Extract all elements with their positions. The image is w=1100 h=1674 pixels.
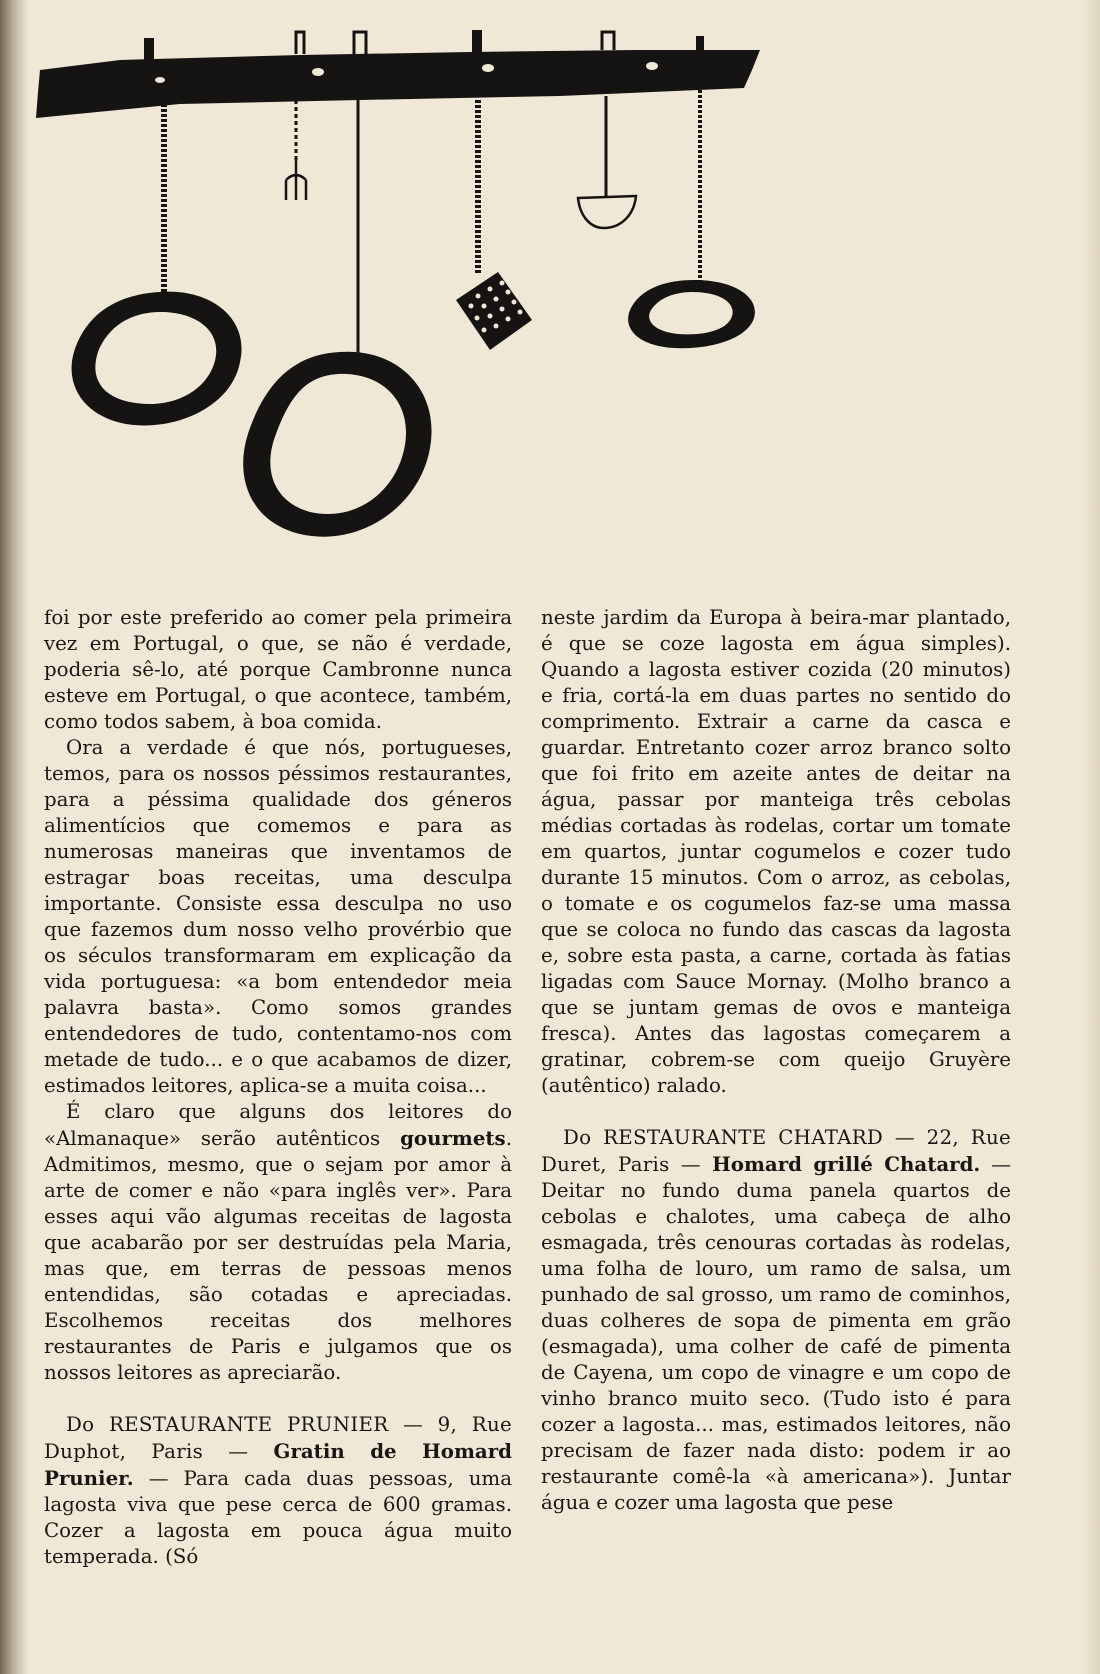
recipe-chatard [541,1125,1011,1516]
left-paragraph-3-start: É claro que alguns dos leitores do «Almanaque» serão autênticos [44,1100,512,1150]
recipe-prunier [44,1412,512,1570]
recipe-prunier-text: — Para cada duas pessoas, uma lagosta viva que pese cerca de 600 gramas. Cozer a lagosta em pouca água muito temperada. (Só [44,1467,512,1568]
recipe-chatard-source: Do RESTAURANTE CHATARD — 22, Rue Duret, Paris — [541,1126,1011,1176]
frying-pan-3 [628,280,755,348]
recipe-chatard-text: — Deitar no fundo duma panela quartos de cebolas e chalotes, uma cabeça de alho esmagada, três cenouras cortadas às rodelas, uma folha de louro, um ramo de salsa, um punhado de sal grosso, um ramo de cominhos, duas colheres de sopa de pimenta em grão (esmagada), uma colher de café de pimenta de Cayena, um copo de vinagre e um copo de vinho branco muito seco. (Tudo isto é para cozer a lagosta... mas, estimados leitores, não precisam de fazer nada disto: podem ir ao restaurante comê-la «à americana»). Juntar água e cozer uma lagosta que pese [541,1153,1011,1514]
hook-4 [472,30,482,52]
recipe-chatard-dish: Homard grillé Chatard. [712,1152,981,1176]
hook-1 [144,38,154,60]
hook-6 [696,36,704,52]
hook-5 [602,32,614,50]
fork-icon [286,158,306,200]
hanging-utensils-illustration [0,0,1100,560]
frying-pan-2 [243,352,431,537]
left-text-column [44,605,512,1570]
recipe-prunier-source: Do RESTAURANTE PRUNIER — 9, Rue Duphot, Paris — [44,1413,512,1463]
right-paragraph-1: neste jardim da Europa à beira-mar plantado, é que se coze lagosta em água simples). Quando a lagosta estiver cozida (20 minutos) e fria, cortá-la em duas partes no sentido do comprimento. Extrair a carne da casca e guardar. Entretanto cozer arroz branco solto que foi frito em azeite antes de deitar na água, passar por manteiga três cebolas médias cortadas às rodelas, cortar um tomate em quartos, juntar cogumelos e cozer tudo durante 15 minutos. Com o arroz, as cebolas, o tomate e os cogumelos faz-se uma massa que se coloca no fundo das cascas da lagosta e, sobre esta pasta, a carne, cortada às fatias ligadas com Sauce Mornay. (Molho branco a que se juntam gemas de ovos e manteiga fresca). Antes das lagostas começarem a gratinar, cobrem-se com queijo Gruyère (autêntico) ralado. [541,606,1011,1097]
left-paragraph-3 [44,1099,512,1386]
gourmets-bold: gourmets [400,1126,506,1150]
right-text-column [541,605,1011,1516]
left-paragraph-1: foi por este preferido ao comer pela primeira vez em Portugal, o que, se não é verdade, poderia sê-lo, até porque Cambronne nunca esteve em Portugal, o que acontece, também, como todos sabem, à boa comida. [44,606,512,733]
hook-3 [354,32,366,54]
frying-pan-1 [72,292,242,426]
recipe-prunier-dish: Gratin de Homard Prunier. [44,1439,512,1490]
left-paragraph-3-end: . Admitimos, mesmo, que o sejam por amor à arte de comer e não «para inglês ver». Para esses aqui vão algumas receitas de lagosta que acabarão por ser destruídas pela Maria, mas que, em terras de pessoas menos entendidas, são cotadas e apreciadas. Escolhemos receitas dos melhores restaurantes de Paris e julgamos que os nossos leitores as apreciarão. [44,1127,512,1384]
hook-2 [296,32,304,54]
ladle-icon [578,196,636,228]
left-paragraph-2: Ora a verdade é que nós, portugueses, temos, para os nossos péssimos restaurantes, para a péssima qualidade dos géneros alimentícios que comemos e para as numerosas maneiras que inventamos de estragar boas receitas, uma desculpa importante. Consiste essa desculpa no uso que fazemos dum nosso velho provérbio que os séculos transformaram em explicação da vida portuguesa: «a bom entendedor meia palavra basta». Como somos grandes entendedores de tudo, contentamo-nos com metade de tudo... e o que acabamos de dizer, estimados leitores, aplica-se a muita coisa... [44,736,512,1097]
hanging-rack-bar [36,50,760,118]
